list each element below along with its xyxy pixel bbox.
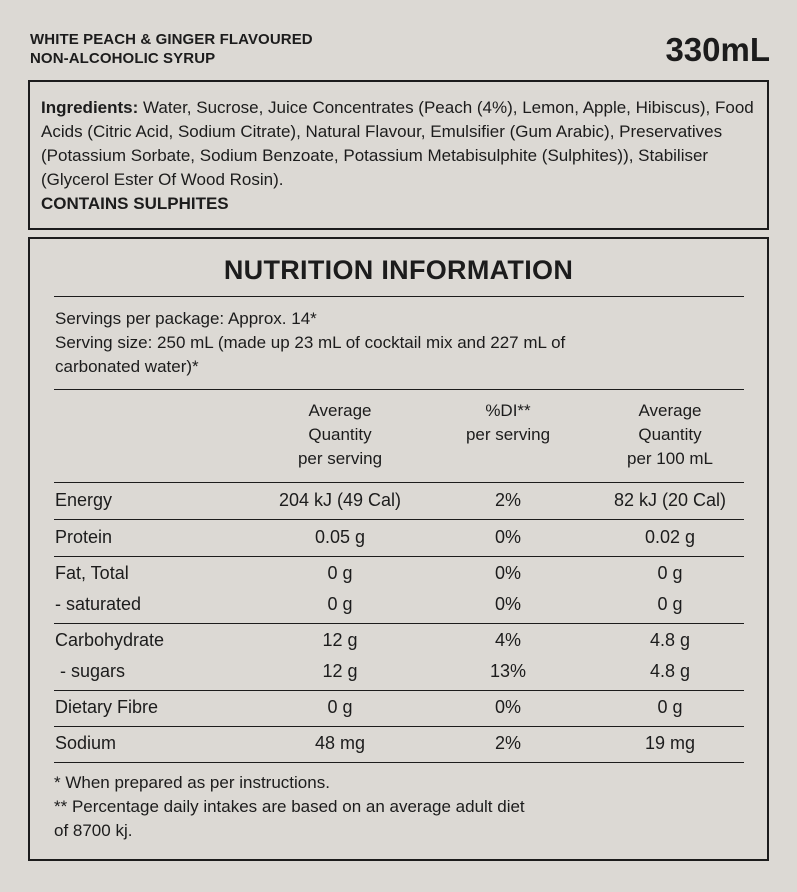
cell-energy-per100: 82 kJ (20 Cal) xyxy=(613,490,727,510)
row-label-sugars: - sugars xyxy=(55,661,126,681)
column-header-per-100ml xyxy=(570,399,770,471)
cell-carbohydrate-per100: 4.8 g xyxy=(649,630,691,650)
cell-protein-serving: 0.05 g xyxy=(314,527,366,547)
row-label-fat-total: Fat, Total xyxy=(55,563,129,583)
cell-fibre-serving: 0 g xyxy=(327,697,353,717)
cell-fat-serving: 0 g xyxy=(327,563,353,583)
cell-carbohydrate-di: 4% xyxy=(494,630,521,650)
column-header-line: %DI** xyxy=(485,401,531,420)
serving-size-line2: carbonated water)* xyxy=(55,357,199,376)
cell-sugars-di: 13% xyxy=(489,661,527,681)
divider xyxy=(54,482,744,483)
divider xyxy=(54,726,744,727)
cell-sugars-serving: 12 g xyxy=(322,661,358,681)
row-label-saturated: - saturated xyxy=(55,594,142,614)
footnotes xyxy=(54,771,744,843)
ingredients-text: Water, Sucrose, Juice Concentrates (Peach (4%), Lemon, Apple, Hibiscus), Food Acids (Citric Acid, Sodium Citrate), Natural Flavour, Emulsifier (Gum Arabic), Preservatives (Potassium Sorbate, Sodium Benzoate, Potassium Metabisulphite (Sulphites)), Stabiliser (Glycerol Ester Of Wood Rosin). xyxy=(41,98,754,189)
cell-fibre-di: 0% xyxy=(494,697,521,717)
cell-saturated-per100: 0 g xyxy=(657,594,683,614)
cell-sugars-per100: 4.8 g xyxy=(649,661,691,681)
cell-energy-di: 2% xyxy=(494,490,521,510)
nutrition-title: NUTRITION INFORMATION xyxy=(223,255,574,285)
cell-saturated-di: 0% xyxy=(494,594,521,614)
cell-protein-di: 0% xyxy=(494,527,521,547)
cell-fibre-per100: 0 g xyxy=(657,697,683,717)
nutrition-panel xyxy=(28,237,769,861)
servings-per-package: Servings per package: Approx. 14* xyxy=(55,309,317,328)
divider xyxy=(54,762,744,763)
divider xyxy=(54,519,744,520)
row-label-sodium: Sodium xyxy=(55,733,117,753)
column-header-di xyxy=(448,399,568,447)
product-name-line2: NON-ALCOHOLIC SYRUP xyxy=(30,50,216,67)
ingredients-label: Ingredients: xyxy=(41,98,139,117)
cell-saturated-serving: 0 g xyxy=(327,594,353,614)
divider xyxy=(54,556,744,557)
divider xyxy=(54,296,744,297)
cell-fat-per100: 0 g xyxy=(657,563,683,583)
allergen-statement: CONTAINS SULPHITES xyxy=(41,194,229,213)
product-name-line1: WHITE PEACH & GINGER FLAVOURED xyxy=(30,31,313,48)
column-header-line: Average xyxy=(638,401,702,420)
cell-protein-per100: 0.02 g xyxy=(644,527,696,547)
row-label-dietary-fibre: Dietary Fibre xyxy=(55,697,159,717)
cell-carbohydrate-serving: 12 g xyxy=(322,630,358,650)
row-label-protein: Protein xyxy=(55,527,113,547)
ingredients-panel xyxy=(28,80,769,230)
product-name xyxy=(30,30,770,68)
column-header-line: Quantity xyxy=(638,425,702,444)
row-label-carbohydrate: Carbohydrate xyxy=(55,630,165,650)
footnote-prepared: * When prepared as per instructions. xyxy=(54,773,330,792)
divider xyxy=(54,623,744,624)
column-header-line: per 100 mL xyxy=(627,449,713,468)
serving-info xyxy=(55,307,745,379)
product-volume: 330mL xyxy=(665,31,770,68)
footnote-di-line2: of 8700 kj. xyxy=(54,821,133,840)
column-header-line: per serving xyxy=(465,425,551,444)
product-header xyxy=(30,30,770,72)
cell-sodium-di: 2% xyxy=(494,733,521,753)
footnote-di-line1: ** Percentage daily intakes are based on an average adult diet xyxy=(54,797,525,816)
divider xyxy=(54,690,744,691)
divider xyxy=(54,389,744,390)
cell-fat-di: 0% xyxy=(494,563,521,583)
column-header-line: Quantity xyxy=(308,425,372,444)
column-header-per-serving xyxy=(220,399,460,471)
column-header-line: Average xyxy=(308,401,372,420)
cell-sodium-per100: 19 mg xyxy=(644,733,696,753)
row-label-energy: Energy xyxy=(55,490,113,510)
serving-size-line1: Serving size: 250 mL (made up 23 mL of cocktail mix and 227 mL of xyxy=(55,333,566,352)
cell-sodium-serving: 48 mg xyxy=(314,733,366,753)
column-header-line: per serving xyxy=(297,449,383,468)
cell-energy-serving: 204 kJ (49 Cal) xyxy=(278,490,402,510)
